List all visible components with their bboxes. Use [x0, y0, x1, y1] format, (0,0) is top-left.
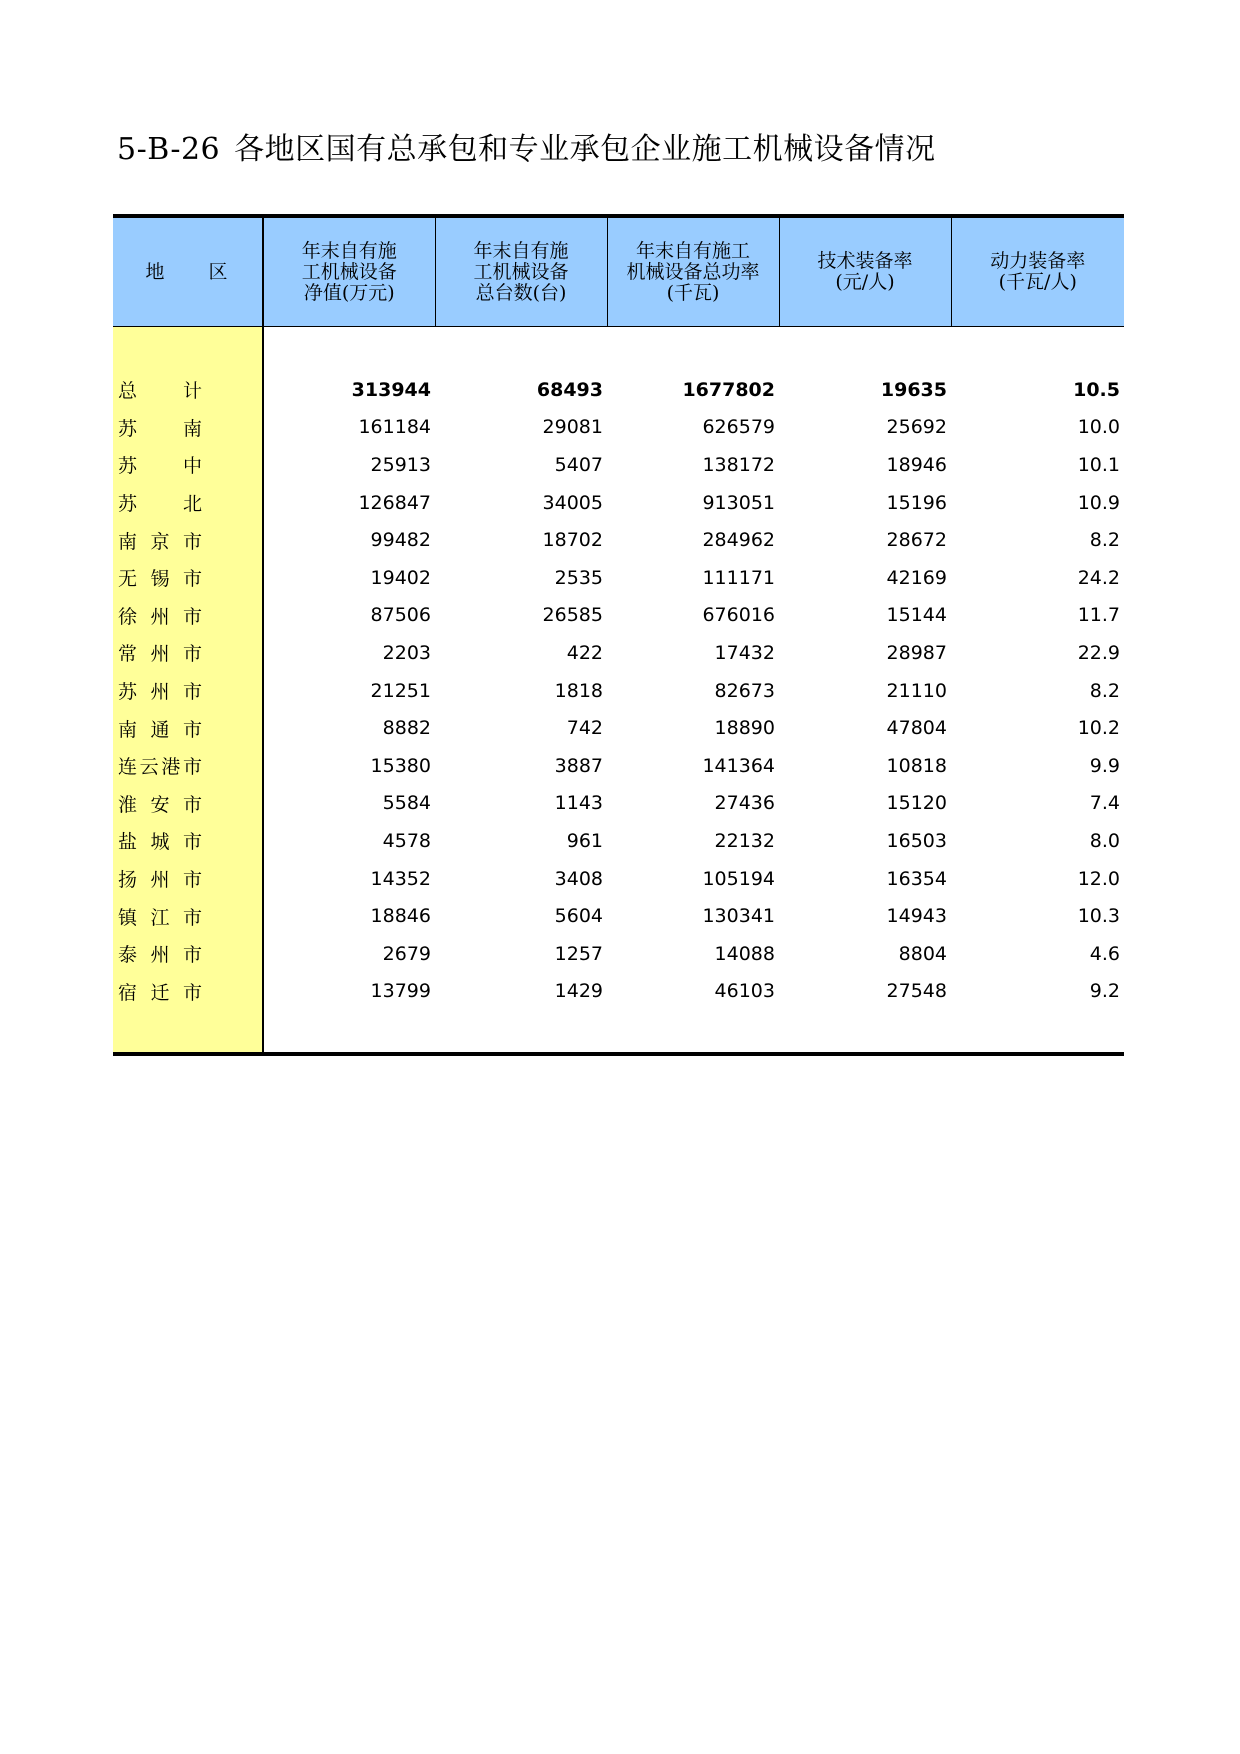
net-value-cell: 161184 — [358, 416, 431, 439]
header-total-units-line1: 年末自有施 — [473, 239, 569, 262]
region-char: 南 — [182, 417, 202, 440]
tech-rate-cell: 21110 — [886, 679, 947, 702]
header-net-value — [263, 216, 435, 327]
region-name — [118, 602, 202, 629]
power-rate-cell: 12.0 — [1077, 867, 1120, 890]
region-char: 市 — [182, 643, 202, 666]
region-char: 州 — [150, 869, 170, 892]
region-char: 宿 — [118, 981, 138, 1004]
region-char: 市 — [182, 981, 202, 1004]
power-rate-cell: 24.2 — [1077, 566, 1120, 589]
net-value-cell: 99482 — [370, 529, 431, 552]
tech-rate-cell: 28672 — [886, 529, 947, 552]
tech-rate-cell: 15144 — [886, 604, 947, 627]
total-units-cell: 5407 — [554, 453, 603, 476]
region-char: 州 — [150, 944, 170, 967]
spacer-row — [113, 327, 1124, 372]
tech-rate-cell: 42169 — [886, 566, 947, 589]
tech-rate-cell: 16503 — [886, 829, 947, 852]
net-value-cell: 313944 — [351, 378, 431, 401]
total-power-cell: 626579 — [702, 416, 775, 439]
table-row — [113, 785, 1124, 823]
power-rate-cell: 10.9 — [1077, 491, 1120, 514]
region-char: 市 — [182, 831, 202, 854]
region-char: 苏 — [118, 681, 138, 704]
table-row — [113, 860, 1124, 898]
region-name — [118, 752, 202, 779]
table-row — [113, 672, 1124, 710]
region-name — [118, 940, 202, 967]
net-value-cell: 2203 — [382, 641, 431, 664]
table-row — [113, 822, 1124, 860]
tech-rate-cell: 10818 — [886, 754, 947, 777]
page-title — [117, 124, 936, 168]
table-row — [113, 446, 1124, 484]
header-tech-rate-line2: (元/人) — [835, 271, 895, 293]
header-region: 地 区 — [113, 216, 263, 327]
table-header — [113, 216, 1124, 327]
region-char: 南 — [118, 718, 138, 741]
net-value-cell: 4578 — [382, 829, 431, 852]
table-row — [113, 371, 1124, 409]
region-name — [118, 414, 202, 441]
total-power-cell: 284962 — [702, 529, 775, 552]
total-power-cell: 141364 — [702, 754, 775, 777]
tech-rate-cell: 19635 — [880, 378, 947, 401]
net-value-cell: 5584 — [382, 792, 431, 815]
total-power-cell: 27436 — [714, 792, 775, 815]
region-char: 港 — [161, 756, 181, 779]
region-char: 北 — [182, 493, 202, 516]
net-value-cell: 25913 — [370, 453, 431, 476]
total-power-cell: 46103 — [714, 980, 775, 1003]
region-cell — [113, 709, 263, 747]
header-power-rate — [951, 216, 1124, 327]
tech-rate-cell: 28987 — [886, 641, 947, 664]
total-units-cell: 1257 — [554, 942, 603, 965]
region-name — [118, 903, 202, 930]
total-units-cell: 1818 — [554, 679, 603, 702]
region-char: 盐 — [118, 831, 138, 854]
header-total-power-line3: (千瓦) — [666, 281, 720, 304]
region-name — [118, 376, 202, 403]
tech-rate-cell: 15196 — [886, 491, 947, 514]
total-units-cell: 34005 — [542, 491, 603, 514]
region-char: 江 — [150, 906, 170, 929]
total-units-cell: 3887 — [554, 754, 603, 777]
net-value-cell: 2679 — [382, 942, 431, 965]
total-power-cell: 138172 — [702, 453, 775, 476]
region-name — [118, 489, 202, 516]
region-char: 镇 — [118, 906, 138, 929]
total-units-cell: 2535 — [554, 566, 603, 589]
region-char: 市 — [182, 530, 202, 553]
header-total-units — [435, 216, 607, 327]
header-net-value-line3: 净值(万元) — [303, 281, 395, 304]
region-name — [118, 790, 202, 817]
total-power-cell: 22132 — [714, 829, 775, 852]
total-power-cell: 1677802 — [682, 378, 775, 401]
tech-rate-cell: 47804 — [886, 717, 947, 740]
region-cell — [113, 484, 263, 522]
region-char: 计 — [182, 380, 202, 403]
region-cell — [113, 973, 263, 1011]
table-body — [113, 327, 1124, 1055]
region-name — [118, 827, 202, 854]
table-row — [113, 484, 1124, 522]
table-code: 5-B-26 — [117, 132, 221, 167]
power-rate-cell: 8.2 — [1089, 679, 1120, 702]
table-row — [113, 634, 1124, 672]
region-cell — [113, 521, 263, 559]
region-char: 常 — [118, 643, 138, 666]
total-units-cell: 422 — [566, 641, 603, 664]
table-row — [113, 747, 1124, 785]
total-units-cell: 5604 — [554, 905, 603, 928]
tech-rate-cell: 16354 — [886, 867, 947, 890]
region-char: 市 — [182, 906, 202, 929]
region-char: 苏 — [118, 417, 138, 440]
equipment-table — [113, 214, 1124, 1056]
region-char: 城 — [150, 831, 170, 854]
total-power-cell: 913051 — [702, 491, 775, 514]
region-name — [118, 527, 202, 554]
region-char: 锡 — [150, 568, 170, 591]
net-value-cell: 15380 — [370, 754, 431, 777]
region-char: 扬 — [118, 869, 138, 892]
power-rate-cell: 10.2 — [1077, 717, 1120, 740]
region-char: 州 — [150, 681, 170, 704]
power-rate-cell: 10.1 — [1077, 453, 1120, 476]
total-units-cell: 18702 — [542, 529, 603, 552]
region-char: 淮 — [118, 793, 138, 816]
table-row — [113, 521, 1124, 559]
table-row — [113, 709, 1124, 747]
header-total-units-line3: 总台数(台) — [475, 281, 567, 304]
region-name — [118, 865, 202, 892]
power-rate-cell: 10.0 — [1077, 416, 1120, 439]
net-value-cell: 126847 — [358, 491, 431, 514]
tech-rate-cell: 25692 — [886, 416, 947, 439]
net-value-cell: 18846 — [370, 905, 431, 928]
table-row — [113, 897, 1124, 935]
table-row — [113, 597, 1124, 635]
header-net-value-line2: 工机械设备 — [301, 260, 397, 283]
power-rate-cell: 10.3 — [1077, 905, 1120, 928]
power-rate-cell: 9.2 — [1089, 980, 1120, 1003]
header-total-power — [607, 216, 779, 327]
total-units-cell: 961 — [566, 829, 603, 852]
total-units-cell: 26585 — [542, 604, 603, 627]
total-units-cell: 3408 — [554, 867, 603, 890]
region-name — [118, 564, 202, 591]
region-char: 安 — [150, 793, 170, 816]
header-total-power-line2: 机械设备总功率 — [626, 260, 760, 283]
header-net-value-line1: 年末自有施 — [301, 239, 397, 262]
region-cell — [113, 747, 263, 785]
tech-rate-cell: 8804 — [898, 942, 947, 965]
power-rate-cell: 10.5 — [1073, 378, 1120, 401]
header-tech-rate-line1: 技术装备率 — [817, 250, 913, 272]
region-char: 南 — [118, 530, 138, 553]
region-char: 市 — [182, 568, 202, 591]
region-cell — [113, 559, 263, 597]
total-power-cell: 130341 — [702, 905, 775, 928]
net-value-cell: 19402 — [370, 566, 431, 589]
bottom-spacer-row — [113, 1010, 1124, 1054]
net-value-cell: 13799 — [370, 980, 431, 1003]
region-char: 市 — [182, 718, 202, 741]
tech-rate-cell: 18946 — [886, 453, 947, 476]
total-power-cell: 18890 — [714, 717, 775, 740]
total-units-cell: 68493 — [536, 378, 603, 401]
header-power-rate-line1: 动力装备率 — [990, 250, 1086, 272]
region-char: 徐 — [118, 605, 138, 628]
net-value-cell: 8882 — [382, 717, 431, 740]
power-rate-cell: 11.7 — [1077, 604, 1120, 627]
region-char: 市 — [182, 681, 202, 704]
tech-rate-cell: 27548 — [886, 980, 947, 1003]
region-cell — [113, 409, 263, 447]
region-name — [118, 451, 202, 478]
region-char: 连 — [118, 756, 138, 779]
table-title: 各地区国有总承包和专业承包企业施工机械设备情况 — [234, 132, 936, 167]
total-power-cell: 14088 — [714, 942, 775, 965]
total-units-cell: 1429 — [554, 980, 603, 1003]
table-row — [113, 559, 1124, 597]
region-char: 苏 — [118, 455, 138, 478]
region-cell — [113, 785, 263, 823]
power-rate-cell: 8.2 — [1089, 529, 1120, 552]
region-name — [118, 715, 202, 742]
region-cell — [113, 935, 263, 973]
table-row — [113, 935, 1124, 973]
total-power-cell: 111171 — [702, 566, 775, 589]
region-char: 云 — [139, 756, 159, 779]
region-char: 市 — [182, 793, 202, 816]
region-char: 苏 — [118, 493, 138, 516]
region-char: 通 — [150, 718, 170, 741]
header-total-power-line1: 年末自有施工 — [635, 239, 750, 262]
region-cell — [113, 860, 263, 898]
region-char: 市 — [182, 944, 202, 967]
region-char: 总 — [118, 380, 138, 403]
power-rate-cell: 22.9 — [1077, 641, 1120, 664]
region-cell — [113, 672, 263, 710]
region-name — [118, 639, 202, 666]
net-value-cell: 87506 — [370, 604, 431, 627]
region-name — [118, 677, 202, 704]
region-char: 中 — [182, 455, 202, 478]
power-rate-cell: 8.0 — [1089, 829, 1120, 852]
region-char: 无 — [118, 568, 138, 591]
tech-rate-cell: 15120 — [886, 792, 947, 815]
region-char: 市 — [182, 605, 202, 628]
region-char: 州 — [150, 643, 170, 666]
total-power-cell: 82673 — [714, 679, 775, 702]
header-total-units-line2: 工机械设备 — [473, 260, 569, 283]
region-cell — [113, 897, 263, 935]
net-value-cell: 14352 — [370, 867, 431, 890]
table-row — [113, 409, 1124, 447]
total-units-cell: 1143 — [554, 792, 603, 815]
region-char: 迁 — [150, 981, 170, 1004]
region-cell — [113, 597, 263, 635]
region-char: 市 — [182, 869, 202, 892]
region-char: 泰 — [118, 944, 138, 967]
power-rate-cell: 4.6 — [1089, 942, 1120, 965]
net-value-cell: 21251 — [370, 679, 431, 702]
total-units-cell: 29081 — [542, 416, 603, 439]
total-power-cell: 676016 — [702, 604, 775, 627]
region-cell — [113, 371, 263, 409]
total-power-cell: 105194 — [702, 867, 775, 890]
power-rate-cell: 7.4 — [1089, 792, 1120, 815]
total-power-cell: 17432 — [714, 641, 775, 664]
region-char: 州 — [150, 605, 170, 628]
region-name — [118, 978, 202, 1005]
power-rate-cell: 9.9 — [1089, 754, 1120, 777]
table-row — [113, 973, 1124, 1011]
header-power-rate-line2: (千瓦/人) — [998, 271, 1077, 293]
region-cell — [113, 822, 263, 860]
region-cell — [113, 634, 263, 672]
region-char: 京 — [150, 530, 170, 553]
region-cell — [113, 446, 263, 484]
tech-rate-cell: 14943 — [886, 905, 947, 928]
total-units-cell: 742 — [566, 717, 603, 740]
region-char: 市 — [182, 756, 202, 779]
header-tech-rate — [779, 216, 951, 327]
